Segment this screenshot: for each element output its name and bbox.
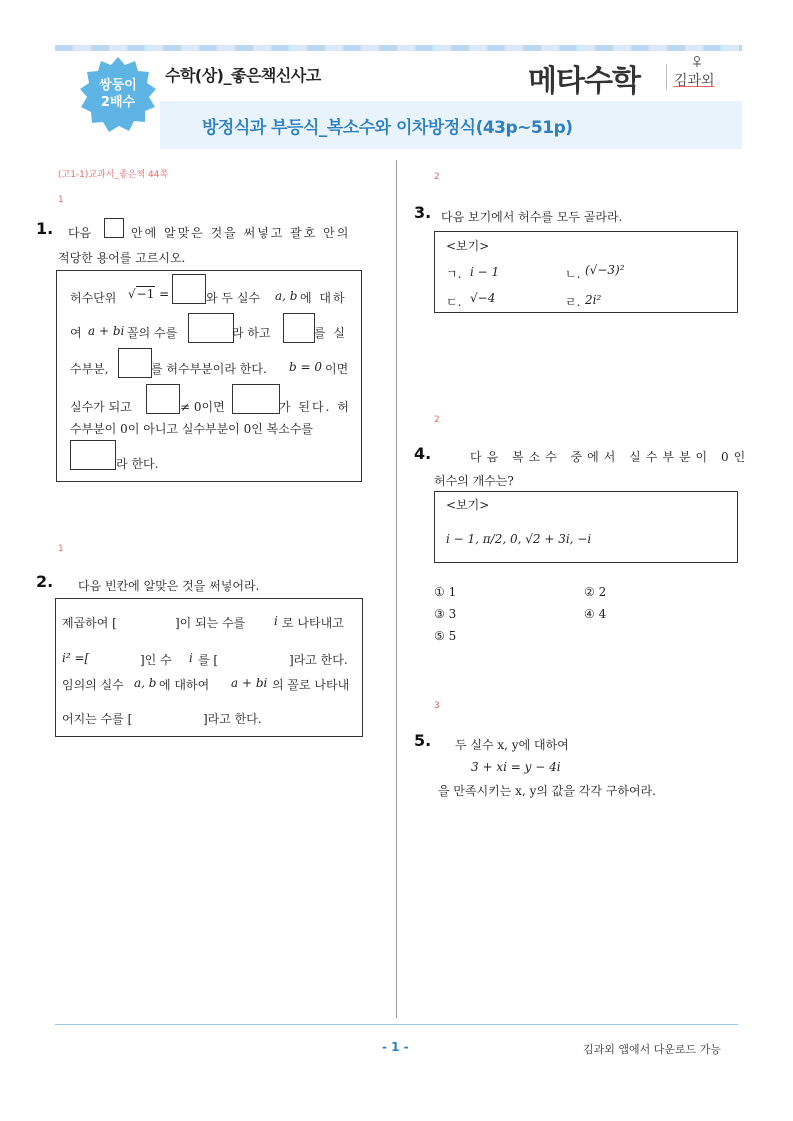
q2-b-l1c: i bbox=[274, 614, 278, 628]
q1-points: 1 bbox=[58, 195, 64, 205]
q1-b-l1d: 에 대하 bbox=[300, 291, 347, 305]
q2-b-l4a: 어지는 수를 [ bbox=[62, 712, 133, 726]
q1-blank-6[interactable] bbox=[232, 384, 280, 414]
q4-text: 다음 복소수 중에서 실수부분이 0인 bbox=[470, 450, 751, 464]
page-number: - 1 - bbox=[382, 1040, 409, 1054]
q3-item-label: ㄹ. bbox=[565, 295, 581, 309]
q1-blank-5[interactable] bbox=[146, 384, 180, 414]
q4-choice[interactable]: ③ 3 bbox=[434, 607, 457, 621]
q1-blank-1[interactable] bbox=[172, 274, 206, 304]
q4-choice[interactable]: ④ 4 bbox=[584, 607, 607, 621]
q1-b-l2c: 꼴의 수를 bbox=[127, 326, 178, 340]
column-divider bbox=[396, 160, 397, 1018]
q1-b-l3d: 이면 bbox=[325, 362, 349, 376]
q2-b-l2b: ]인 수 bbox=[140, 653, 172, 667]
q1-text-a: 다음 bbox=[68, 226, 92, 240]
q3-item-expr: (√−3)² bbox=[585, 263, 625, 277]
q3-bogi-label: <보기> bbox=[446, 239, 490, 253]
q1-b-l2a: 여 bbox=[70, 326, 82, 340]
q2-b-l3d: a + bi bbox=[231, 676, 268, 690]
q1-b-l4b: ≠ 0이면 bbox=[180, 400, 225, 414]
q3-text: 다음 보기에서 허수를 모두 골라라. bbox=[441, 210, 623, 224]
q4-bogi-label: <보기> bbox=[446, 498, 490, 512]
person-icon bbox=[692, 56, 702, 70]
q1-b-l1a: 허수단위 bbox=[70, 291, 117, 305]
q2-b-l1d: 로 나타내고 bbox=[282, 616, 344, 630]
q4-choice[interactable]: ⑤ 5 bbox=[434, 629, 457, 643]
q4-expression: i − 1, π/2, 0, √2 + 3i, −i bbox=[446, 532, 592, 546]
q1-b-l2d: 라 하고 bbox=[232, 326, 271, 340]
q4-number: 4. bbox=[414, 444, 432, 463]
q2-b-l2e: ]라고 한다. bbox=[289, 653, 348, 667]
subject-label: 수학(상)_좋은책신사고 bbox=[165, 66, 321, 85]
q3-item-expr: 2i² bbox=[585, 293, 602, 307]
q2-b-l3c: 에 대하여 bbox=[159, 678, 210, 692]
q1-text-b: 안에 알맞은 것을 써넣고 괄호 안의 bbox=[131, 226, 351, 240]
brand-logo: 메타수학 bbox=[528, 64, 640, 99]
header-stripe bbox=[55, 45, 742, 51]
q1-b-l2e: 를 실 bbox=[314, 326, 347, 340]
brand-divider bbox=[666, 64, 667, 90]
q1-b-l4c: 가 된다. 허 bbox=[279, 400, 351, 414]
q2-b-l3a: 임의의 실수 bbox=[62, 678, 124, 692]
q1-b-l6: 라 한다. bbox=[116, 457, 159, 471]
q2-number: 2. bbox=[36, 572, 54, 591]
footer-line bbox=[55, 1024, 738, 1025]
q2-b-l2d: 를 [ bbox=[198, 653, 219, 667]
q2-b-l3e: 의 꼴로 나타내 bbox=[272, 678, 350, 692]
brand-sub-logo: 김과외 bbox=[674, 73, 715, 89]
q5-number: 5. bbox=[414, 731, 432, 750]
q4-choice[interactable]: ① 1 bbox=[434, 585, 457, 599]
q3-item-expr: √−4 bbox=[470, 291, 496, 305]
q1-b-l1b: 와 두 실수 bbox=[206, 291, 260, 305]
q1-b-l4a: 실수가 되고 bbox=[70, 400, 132, 414]
q1-blank-7[interactable] bbox=[70, 440, 116, 470]
q1-b-l3a: 수부분, bbox=[70, 362, 109, 376]
q2-b-l2c: i bbox=[189, 651, 193, 665]
q1-b-l3b: 를 허수부분이라 한다. bbox=[151, 362, 267, 376]
q3-item-expr: i − 1 bbox=[470, 265, 500, 279]
q2-text: 다음 빈칸에 알맞은 것을 써넣어라. bbox=[78, 579, 260, 593]
q3-item-label: ㄴ. bbox=[565, 267, 581, 281]
q5-points: 3 bbox=[434, 701, 440, 711]
grade-badge bbox=[78, 55, 158, 135]
q2-b-l3b: a, b bbox=[134, 676, 157, 690]
q3-number: 3. bbox=[414, 203, 432, 222]
q1-number: 1. bbox=[36, 219, 54, 238]
q3-item-label: ㄱ. bbox=[446, 267, 462, 281]
q1-sample-blank bbox=[104, 218, 124, 238]
q1-b-l2b: a + bi bbox=[88, 324, 125, 338]
q2-b-l1a: 제곱하여 [ bbox=[62, 616, 117, 630]
q3-points: 2 bbox=[434, 172, 440, 182]
q2-b-l2a: i² =[ bbox=[62, 651, 90, 665]
q2-points: 1 bbox=[58, 544, 64, 554]
badge-line-1: 쌍둥이 bbox=[99, 78, 137, 93]
badge-line-2: 2배수 bbox=[100, 95, 136, 110]
q5-text-2: 을 만족시키는 x, y의 값을 각각 구하여라. bbox=[438, 784, 656, 798]
q4-choice[interactable]: ② 2 bbox=[584, 585, 607, 599]
page-title: 방정식과 부등식_복소수와 이차방정식(43p~51p) bbox=[202, 118, 573, 138]
q4-points: 2 bbox=[434, 415, 440, 425]
q1-b-l3c: b = 0 bbox=[289, 360, 322, 374]
footer-note: 김과외 앱에서 다운로드 가능 bbox=[583, 1043, 722, 1056]
q1-blank-2[interactable] bbox=[188, 313, 234, 343]
q5-text: 두 실수 x, y에 대하여 bbox=[455, 738, 569, 752]
q1-blank-3[interactable] bbox=[283, 313, 315, 343]
q2-b-l4b: ]라고 한다. bbox=[203, 712, 262, 726]
q4-text-2: 허수의 개수는? bbox=[434, 474, 514, 488]
q1-b-l1c: a, b bbox=[275, 289, 298, 303]
q3-item-label: ㄷ. bbox=[446, 295, 462, 309]
q1-b-l5: 수부분이 0이 아니고 실수부분이 0인 복소수를 bbox=[70, 422, 313, 436]
q1-text-c: 적당한 용어를 고르시오. bbox=[58, 251, 186, 265]
q1-blank-4[interactable] bbox=[118, 348, 152, 378]
q5-equation: 3 + xi = y − 4i bbox=[471, 760, 561, 774]
source-note: (고1-1)교과서_좋은책 44쪽 bbox=[58, 170, 169, 180]
q2-b-l1b: ]이 되는 수를 bbox=[175, 616, 246, 630]
sqrt-minus-one: √−1 = bbox=[128, 287, 170, 301]
